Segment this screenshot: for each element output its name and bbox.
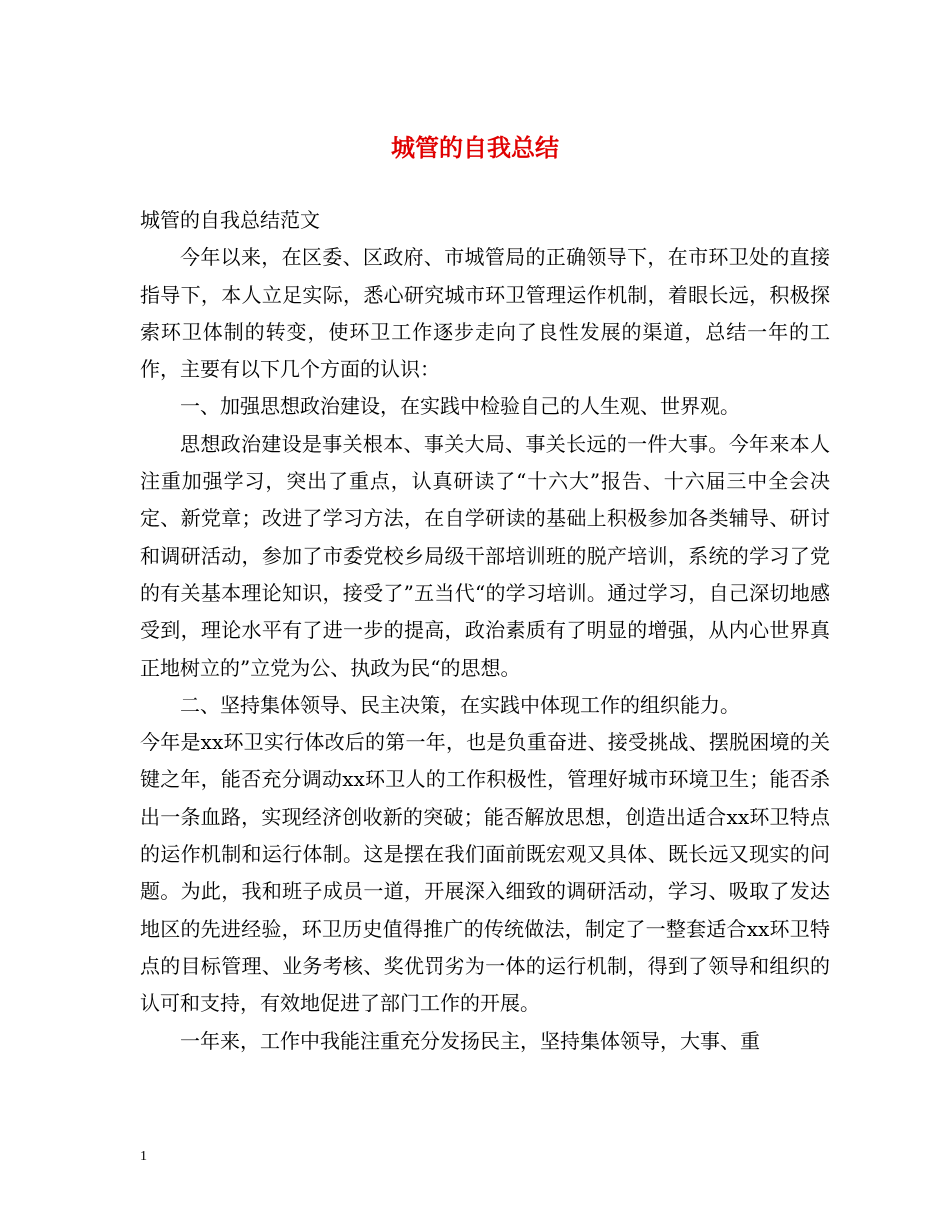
paragraph-political-study: 思想政治建设是事关根本、事关大局、事关长远的一件大事。今年来本人注重加强学习，突出了重点，认真研读了“十六大”报告、十六届三中全会决定、新党章；改进了学习方法，在自学研读的基础上积极参加各类辅导、研讨和调研活动，参加了市委党校乡局级干部培训班的脱产培训，系统的学习了党的有关基本理论知识，接受了”五当代“的学习培训。通过学习，自己深切地感受到，理论水平有了进一步的提高，政治素质有了明显的增强，从内心世界真正地树立的”立党为公、执政为民“的思想。 [140, 431, 830, 680]
document-body [140, 202, 830, 1060]
section-heading-1: 一、加强思想政治建设，在实践中检验自己的人生观、世界观。 [180, 394, 740, 419]
page-number: 1 [140, 1149, 147, 1164]
paragraph-democracy: 一年来，工作中我能注重充分发扬民主，坚持集体领导，大事、重 [180, 1028, 760, 1053]
paragraph-reform-year: 今年是xx环卫实行体改后的第一年，也是负重奋进、接受挑战、摆脱困境的关键之年，能否充分调动xx环卫人的工作积极性，管理好城市环境卫生；能否杀出一条血路，实现经济创收新的突破；能否解放思想，创造出适合xx环卫特点的运作机制和运行体制。这是摆在我们面前既宏观又具体、既长远又现实的问题。为此，我和班子成员一道，开展深入细致的调研活动，学习、吸取了发达地区的先进经验，环卫历史值得推广的传统做法，制定了一整套适合xx环卫特点的目标管理、业务考核、奖优罚劣为一体的运行机制，得到了领导和组织的认可和支持，有效地促进了部门工作的开展。 [140, 730, 830, 1016]
paragraph-intro: 今年以来，在区委、区政府、市城管局的正确领导下，在市环卫处的直接指导下，本人立足实际，悉心研究城市环卫管理运作机制，着眼长远，积极探索环卫体制的转变，使环卫工作逐步走向了良性发展的渠道，总结一年的工作，主要有以下几个方面的认识： [140, 245, 830, 382]
document-subtitle: 城管的自我总结范文 [140, 208, 320, 232]
document-title: 城管的自我总结 [391, 133, 559, 162]
section-heading-2: 二、坚持集体领导、民主决策，在实践中体现工作的组织能力。 [180, 692, 740, 717]
